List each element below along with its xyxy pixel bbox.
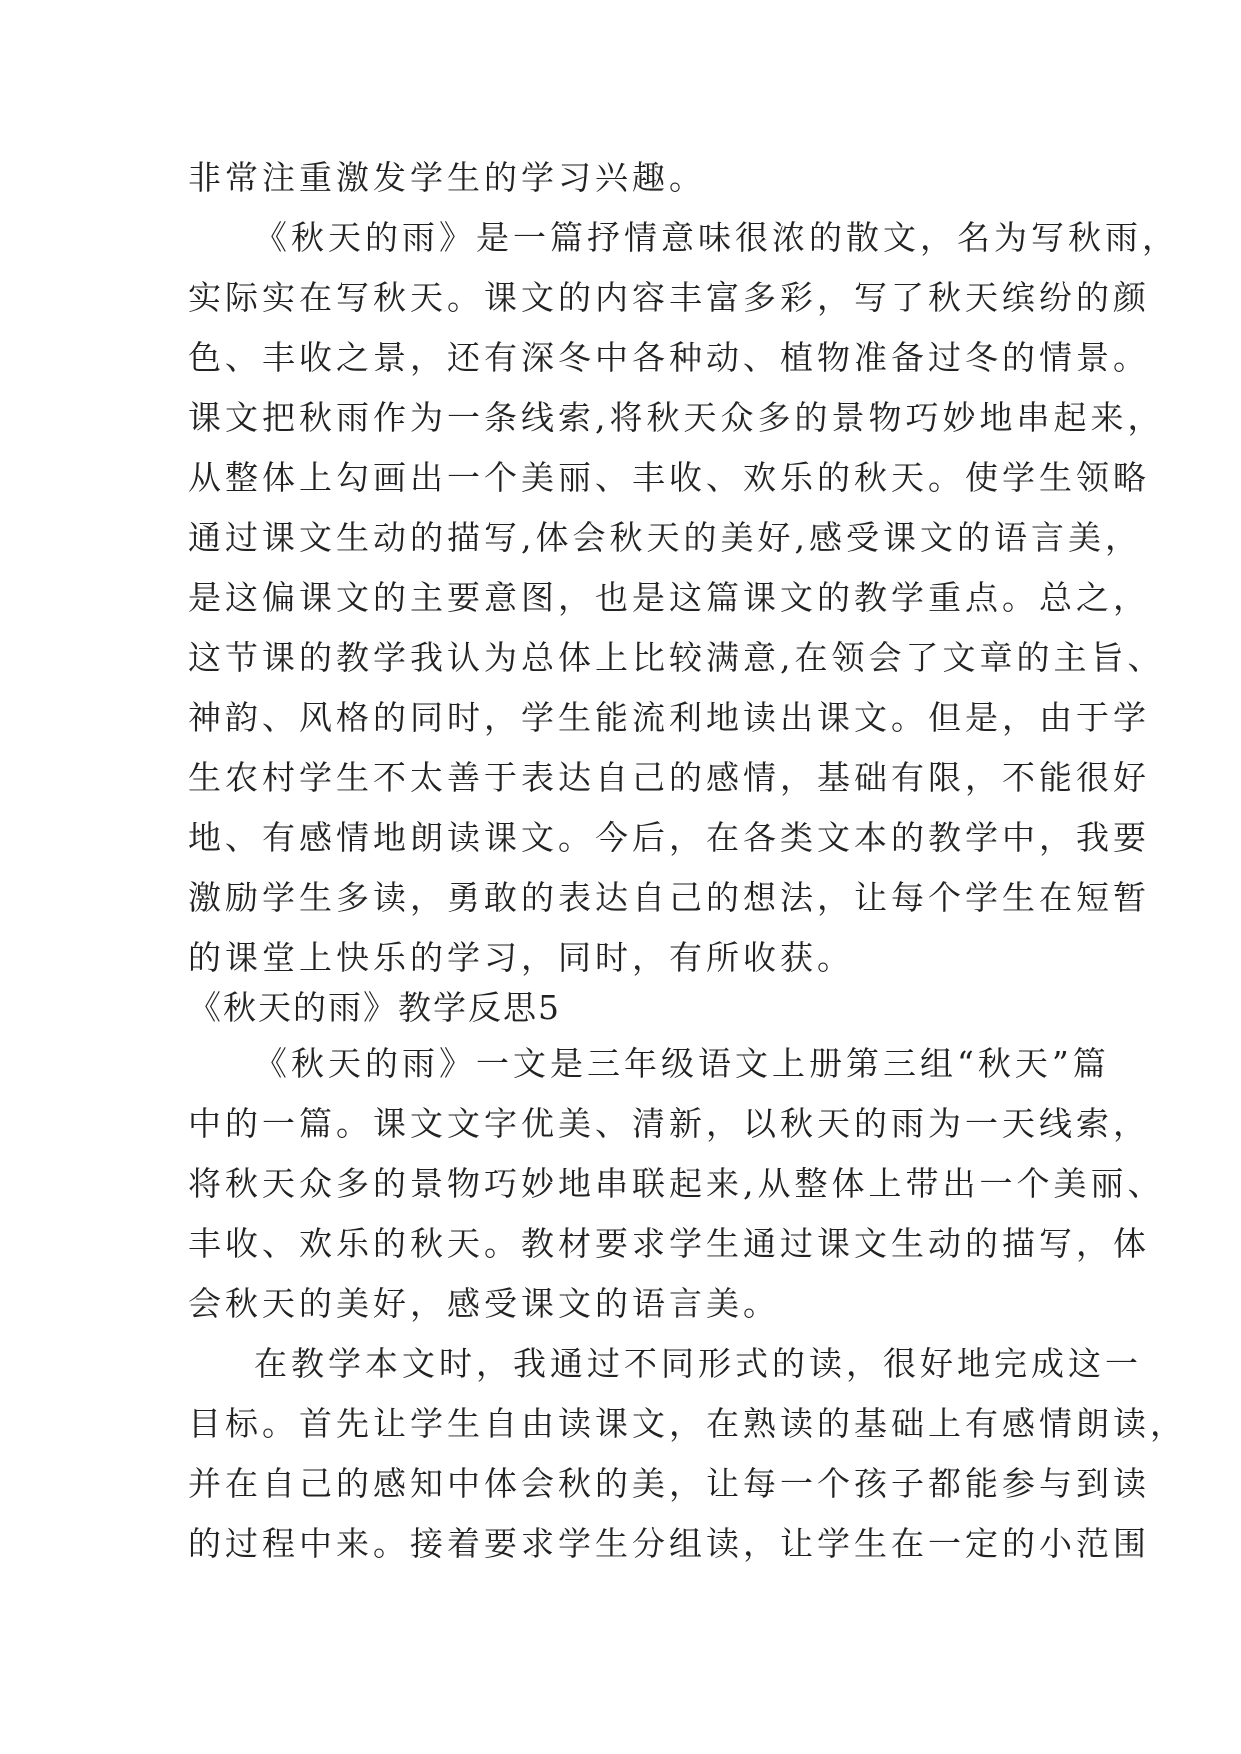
section-heading: 《秋天的雨》教学反思5 — [188, 988, 561, 1027]
text-line: 的过程中来。接着要求学生分组读，让学生在一定的小范围 — [188, 1524, 1150, 1563]
text-line: 激励学生多读，勇敢的表达自己的想法，让每个学生在短暂 — [188, 878, 1150, 917]
text-line: 非常注重激发学生的学习兴趣。 — [188, 158, 706, 197]
text-line: 实际实在写秋天。课文的内容丰富多彩，写了秋天缤纷的颜 — [188, 278, 1150, 317]
text-line: 色、丰收之景，还有深冬中各种动、植物准备过冬的情景。 — [188, 338, 1150, 377]
text-line: 丰收、欢乐的秋天。教材要求学生通过课文生动的描写，体 — [188, 1224, 1150, 1263]
text-line: 目标。首先让学生自由读课文，在熟读的基础上有感情朗读， — [188, 1404, 1187, 1443]
text-line: 是这偏课文的主要意图，也是这篇课文的教学重点。总之， — [188, 578, 1150, 617]
text-line: 的课堂上快乐的学习，同时，有所收获。 — [188, 938, 854, 977]
text-line: 中的一篇。课文文字优美、清新，以秋天的雨为一天线索， — [188, 1104, 1150, 1143]
text-line: 神韵、风格的同时，学生能流利地读出课文。但是，由于学 — [188, 698, 1150, 737]
text-line: 这节课的教学我认为总体上比较满意,在领会了文章的主旨、 — [188, 638, 1165, 677]
text-line: 课文把秋雨作为一条线索,将秋天众多的景物巧妙地串起来， — [188, 398, 1165, 437]
text-line: 通过课文生动的描写,体会秋天的美好,感受课文的语言美， — [188, 518, 1142, 557]
paragraph-start-line: 《秋天的雨》是一篇抒情意味很浓的散文，名为写秋雨， — [254, 218, 1179, 257]
text-line: 将秋天众多的景物巧妙地串联起来,从整体上带出一个美丽、 — [188, 1164, 1165, 1203]
paragraph-start-line: 《秋天的雨》一文是三年级语文上册第三组“秋天”篇 — [254, 1044, 1110, 1083]
text-line: 会秋天的美好，感受课文的语言美。 — [188, 1284, 780, 1323]
paragraph-start-line: 在教学本文时，我通过不同形式的读，很好地完成这一 — [254, 1344, 1142, 1383]
text-line: 生农村学生不太善于表达自己的感情，基础有限，不能很好 — [188, 758, 1150, 797]
text-line: 并在自己的感知中体会秋的美，让每一个孩子都能参与到读 — [188, 1464, 1150, 1503]
body-text — [188, 148, 1187, 1574]
text-line: 地、有感情地朗读课文。今后，在各类文本的教学中，我要 — [188, 818, 1150, 857]
text-line: 从整体上勾画出一个美丽、丰收、欢乐的秋天。使学生领略 — [188, 458, 1150, 497]
